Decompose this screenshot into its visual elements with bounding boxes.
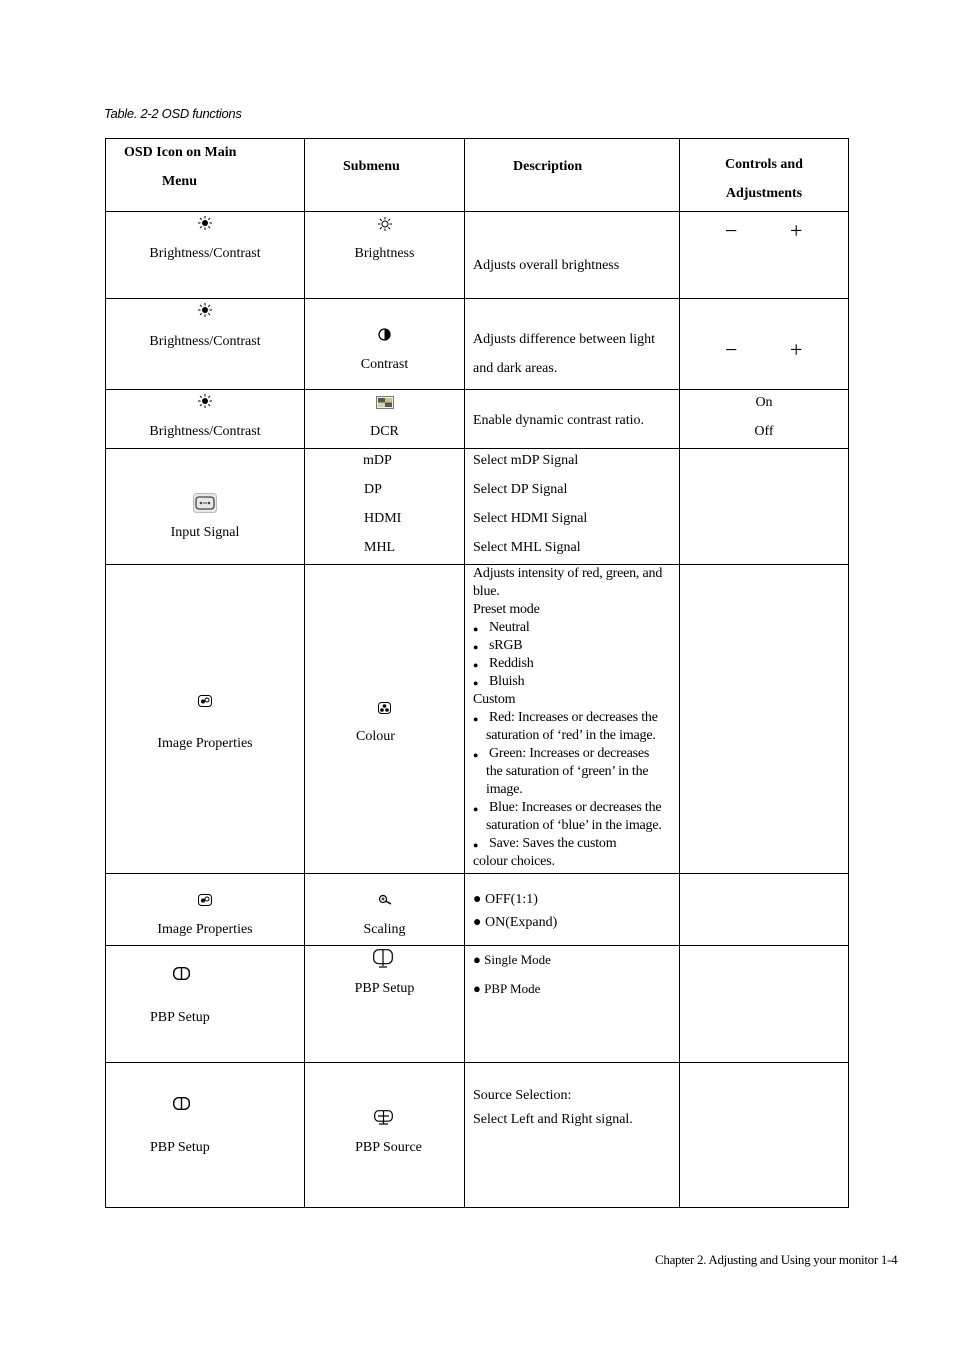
on-option: On (755, 395, 773, 410)
option-text: ON(Expand) (484, 915, 558, 930)
custom-label: Custom (473, 692, 516, 707)
submenu-label: HDMI (364, 511, 402, 526)
description-text: Select HDMI Signal (473, 511, 588, 526)
dcr-icon (305, 396, 464, 414)
table-row (106, 946, 849, 1063)
submenu-label: MHL (364, 540, 396, 555)
colour-icon (305, 702, 464, 719)
description-text: Select DP Signal (473, 482, 568, 497)
preset-mode-label: Preset mode (473, 602, 540, 617)
submenu-label: DP (364, 482, 382, 497)
header-adjustments: Adjustments (725, 186, 803, 201)
colour-description (465, 565, 679, 873)
sun-icon (305, 217, 464, 236)
option-bullet: ● Single Mode (473, 952, 551, 967)
scaling-icon (305, 894, 464, 910)
plus-control: + (790, 337, 803, 362)
description-text: Select MHL Signal (473, 540, 581, 555)
page-footer: Chapter 2. Adjusting and Using your monitor 1-4 (655, 1252, 898, 1267)
option-bullet: ● PBP Mode (473, 981, 541, 996)
custom-item-cont: saturation of ‘blue’ in the image. (486, 818, 662, 833)
custom-item: ● Blue: Increases or decreases the (473, 799, 671, 817)
table-row (106, 449, 849, 565)
table-row (106, 390, 849, 449)
custom-item: ● Save: Saves the custom (473, 835, 671, 853)
header-osd-icon: OSD Icon on Main (124, 145, 237, 160)
description-text: Select mDP Signal (473, 453, 579, 468)
osd-functions-table (105, 138, 849, 1208)
pbp-setup-icon (173, 1097, 190, 1115)
description-text: blue. (473, 584, 500, 599)
preset-item: ● Neutral (473, 619, 671, 637)
custom-item-cont: image. (486, 782, 523, 797)
table-caption: Table. 2-2 OSD functions (104, 106, 242, 121)
preset-item: ● Reddish (473, 655, 671, 673)
description-text: and dark areas. (473, 361, 558, 376)
description-text: Adjusts overall brightness (473, 258, 620, 273)
submenu-label: PBP Source (355, 1140, 422, 1155)
description-text: Select Left and Right signal. (473, 1112, 633, 1127)
custom-item-cont: the saturation of ‘green’ in the (486, 764, 649, 779)
table-header-row (106, 139, 849, 212)
brightness-icon (106, 216, 304, 235)
image-properties-icon (106, 695, 304, 712)
table-row (106, 565, 849, 874)
main-menu-label: Brightness/Contrast (149, 246, 261, 261)
option-text: Single Mode (484, 952, 551, 967)
table-row (106, 299, 849, 390)
submenu-label: DCR (370, 424, 399, 439)
pbp-source-icon (303, 1110, 464, 1130)
custom-item-cont: colour choices. (473, 854, 555, 869)
table-row (106, 212, 849, 299)
header-submenu: Submenu (343, 159, 400, 174)
header-menu: Menu (162, 174, 197, 189)
image-properties-icon (106, 894, 304, 911)
brightness-icon (106, 303, 304, 322)
option-bullet: ● OFF(1:1) (473, 892, 538, 907)
option-bullet: ● ON(Expand) (473, 915, 558, 930)
submenu-label: mDP (363, 453, 392, 468)
preset-item: ● Bluish (473, 673, 671, 691)
pbp-setup-icon (173, 967, 190, 985)
submenu-label: Brightness (354, 246, 415, 261)
submenu-label: Contrast (360, 357, 409, 372)
input-signal-icon (106, 493, 304, 518)
table-row (106, 1063, 849, 1208)
main-menu-label: Brightness/Contrast (149, 334, 261, 349)
header-controls: Controls and (725, 157, 803, 172)
option-text: PBP Mode (484, 981, 541, 996)
custom-item-cont: saturation of ‘red’ in the image. (486, 728, 656, 743)
pbp-setup-icon (301, 949, 464, 973)
submenu-label: PBP Setup (354, 981, 415, 996)
main-menu-label: Image Properties (157, 922, 253, 937)
main-menu-label: PBP Setup (150, 1010, 210, 1025)
plus-control: + (790, 218, 803, 243)
main-menu-label: PBP Setup (150, 1140, 210, 1155)
minus-control: − (725, 337, 738, 362)
contrast-icon (305, 328, 464, 346)
submenu-label: Scaling (363, 922, 406, 937)
description-text: Adjusts intensity of red, green, and (473, 566, 663, 581)
submenu-label: Colour (356, 729, 395, 744)
custom-item: ● Green: Increases or decreases (473, 745, 671, 763)
description-text: Adjusts difference between light (473, 332, 656, 347)
description-text: Source Selection: (473, 1088, 572, 1103)
custom-item: ● Red: Increases or decreases the (473, 709, 671, 727)
off-option: Off (754, 424, 774, 439)
main-menu-label: Input Signal (170, 525, 240, 540)
main-menu-label: Image Properties (157, 736, 253, 751)
brightness-icon (106, 394, 304, 413)
header-description: Description (513, 159, 583, 174)
minus-control: − (725, 218, 738, 243)
option-text: OFF(1:1) (484, 892, 538, 907)
table-row (106, 874, 849, 946)
main-menu-label: Brightness/Contrast (149, 424, 261, 439)
description-text: Enable dynamic contrast ratio. (473, 413, 645, 428)
preset-item: ● sRGB (473, 637, 671, 655)
